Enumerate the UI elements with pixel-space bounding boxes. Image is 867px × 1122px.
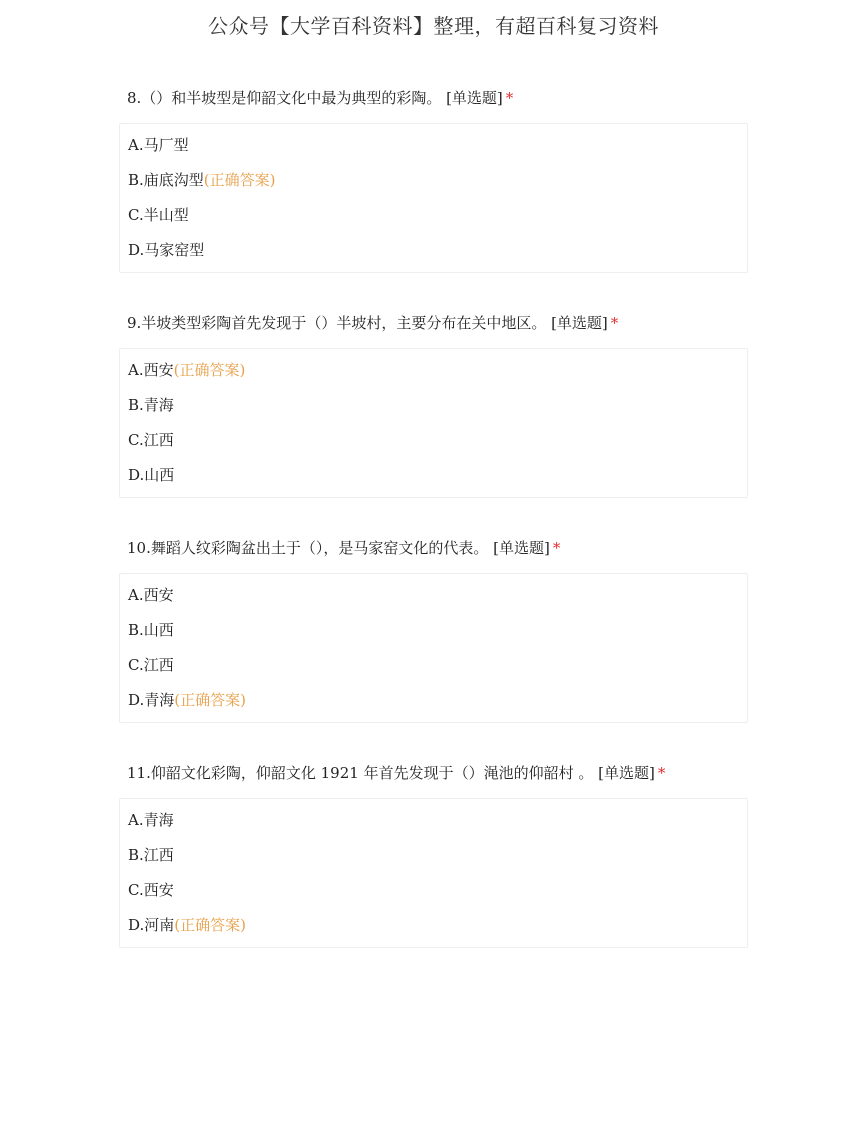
option-c[interactable] xyxy=(120,873,747,908)
option-text: D.山西 xyxy=(128,466,175,484)
options-list xyxy=(119,348,748,498)
question-10 xyxy=(119,537,748,723)
option-text: A.西安 xyxy=(128,361,174,379)
option-a[interactable] xyxy=(120,353,747,388)
option-text: C.西安 xyxy=(128,881,174,899)
question-11 xyxy=(119,762,748,948)
option-text: B.山西 xyxy=(128,621,174,639)
required-star: * xyxy=(505,89,514,107)
option-b[interactable] xyxy=(120,613,747,648)
option-a[interactable] xyxy=(120,128,747,163)
option-text: A.西安 xyxy=(128,586,174,604)
options-list xyxy=(119,123,748,273)
option-text: D.青海 xyxy=(128,691,175,709)
options-list xyxy=(119,573,748,723)
option-d[interactable] xyxy=(120,233,747,268)
option-text: C.半山型 xyxy=(128,206,189,224)
option-b[interactable] xyxy=(120,388,747,423)
question-title xyxy=(127,312,748,334)
question-text: 10.舞蹈人纹彩陶盆出土于（），是马家窑文化的代表。 [单选题] xyxy=(127,539,550,557)
question-text: 8.（）和半坡型是仰韶文化中最为典型的彩陶。 [单选题] xyxy=(127,89,503,107)
correct-answer-mark: (正确答案) xyxy=(203,171,276,189)
question-title xyxy=(127,537,748,559)
option-text: D.马家窑型 xyxy=(128,241,205,259)
correct-answer-mark: (正确答案) xyxy=(174,916,246,934)
question-text: 9.半坡类型彩陶首先发现于（）半坡村，主要分布在关中地区。 [单选题] xyxy=(127,314,608,332)
option-text: D.河南 xyxy=(128,916,175,934)
option-d[interactable] xyxy=(120,458,747,493)
question-title xyxy=(127,87,748,109)
required-star: * xyxy=(610,314,619,332)
page-header: 公众号【大学百科资料】整理，有超百科复习资料 xyxy=(208,14,659,38)
correct-answer-mark: (正确答案) xyxy=(173,361,246,379)
question-8 xyxy=(119,87,748,273)
option-text: A.马厂型 xyxy=(128,136,189,154)
option-text: A.青海 xyxy=(128,811,174,829)
question-title xyxy=(127,762,748,784)
option-c[interactable] xyxy=(120,423,747,458)
option-d[interactable] xyxy=(120,683,747,718)
option-text: B.江西 xyxy=(128,846,174,864)
option-c[interactable] xyxy=(120,198,747,233)
question-9 xyxy=(119,312,748,498)
option-b[interactable] xyxy=(120,838,747,873)
correct-answer-mark: (正确答案) xyxy=(174,691,246,709)
option-c[interactable] xyxy=(120,648,747,683)
option-d[interactable] xyxy=(120,908,747,943)
question-text: 11.仰韶文化彩陶，仰韶文化 1921 年首先发现于（）渑池的仰韶村 。 [单选题] xyxy=(127,764,655,782)
option-a[interactable] xyxy=(120,803,747,838)
option-text: C.江西 xyxy=(128,656,174,674)
option-text: B.庙底沟型 xyxy=(128,171,204,189)
option-a[interactable] xyxy=(120,578,747,613)
option-text: C.江西 xyxy=(128,431,174,449)
required-star: * xyxy=(657,764,666,782)
option-b[interactable] xyxy=(120,163,747,198)
options-list xyxy=(119,798,748,948)
option-text: B.青海 xyxy=(128,396,174,414)
required-star: * xyxy=(552,539,561,557)
